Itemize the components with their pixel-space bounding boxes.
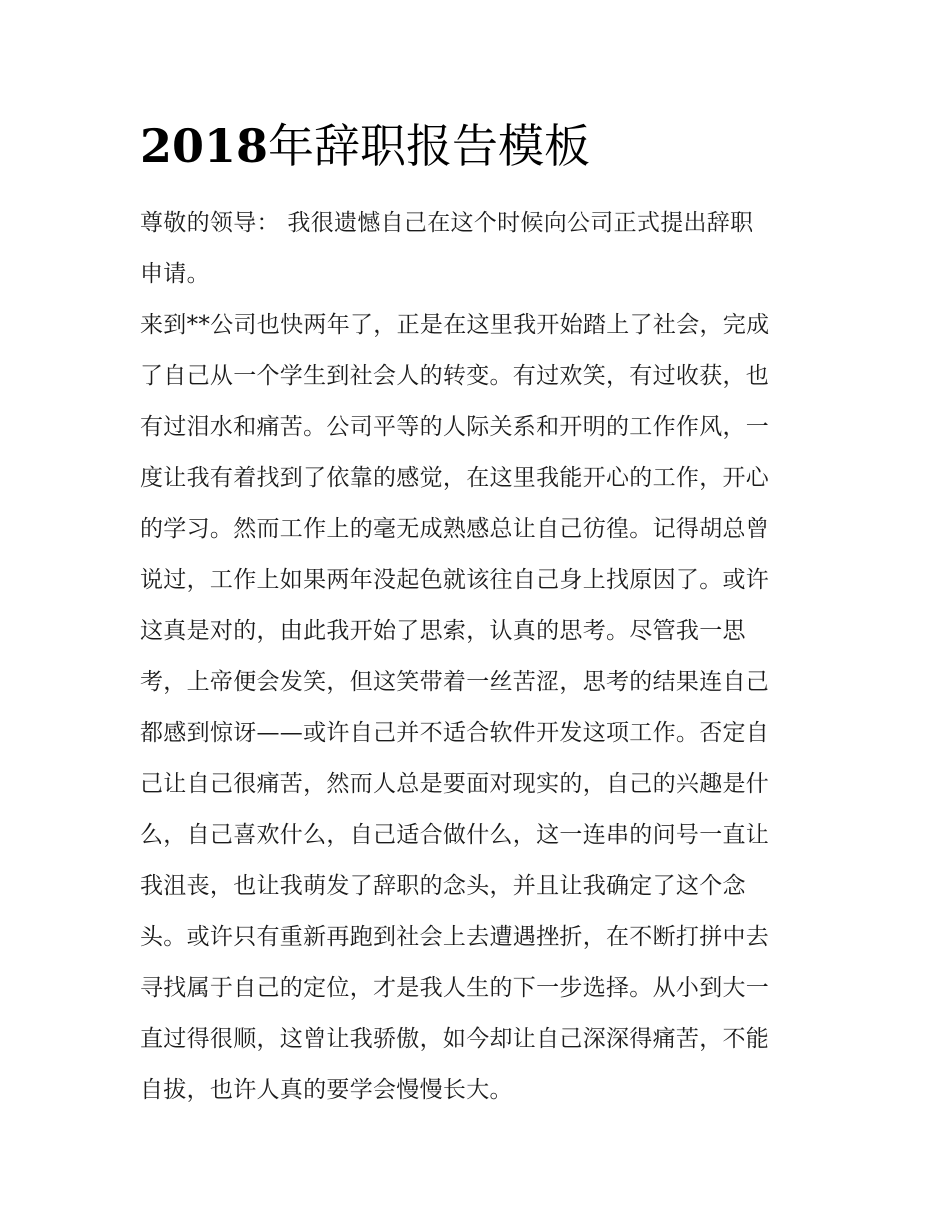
body-line: 都感到惊讶——或许自己并不适合软件开发这项工作。否定自 [140, 720, 770, 746]
title-text: 年辞职报告模板 [268, 119, 591, 173]
document-body [140, 198, 830, 1116]
document-title [140, 116, 590, 176]
body-line: 说过，工作上如果两年没起色就该往自己身上找原因了。或许 [140, 567, 770, 593]
body-line: 考，上帝便会发笑，但这笑带着一丝苦涩，思考的结果连自己 [140, 669, 770, 695]
title-year: 2018 [140, 119, 269, 173]
body-line: 我沮丧，也让我萌发了辞职的念头，并且让我确定了这个念 [140, 873, 746, 899]
body-line: 度让我有着找到了依靠的感觉，在这里我能开心的工作，开心 [140, 465, 770, 491]
body-line: 寻找属于自己的定位，才是我人生的下一步选择。从小到大一 [140, 975, 770, 1001]
body-line: 己让自己很痛苦，然而人总是要面对现实的，自己的兴趣是什 [140, 771, 770, 797]
body-line: 直过得很顺，这曾让我骄傲，如今却让自己深深得痛苦，不能 [140, 1026, 770, 1052]
body-line: 申请。 [140, 261, 210, 287]
body-line: 自拔，也许人真的要学会慢慢长大。 [140, 1077, 513, 1103]
body-line: 这真是对的，由此我开始了思索，认真的思考。尽管我一思 [140, 618, 746, 644]
body-line: 的学习。然而工作上的毫无成熟感总让自己彷徨。记得胡总曾 [140, 516, 770, 542]
body-line: 么，自己喜欢什么，自己适合做什么，这一连串的问号一直让 [140, 822, 770, 848]
body-line: 尊敬的领导： 我很遗憾自己在这个时候向公司正式提出辞职 [140, 210, 754, 236]
body-line: 头。或许只有重新再跑到社会上去遭遇挫折，在不断打拼中去 [140, 924, 770, 950]
body-line: 来到**公司也快两年了，正是在这里我开始踏上了社会，完成 [140, 312, 770, 338]
body-line: 了自己从一个学生到社会人的转变。有过欢笑，有过收获，也 [140, 363, 770, 389]
body-line: 有过泪水和痛苦。公司平等的人际关系和开明的工作作风，一 [140, 414, 770, 440]
